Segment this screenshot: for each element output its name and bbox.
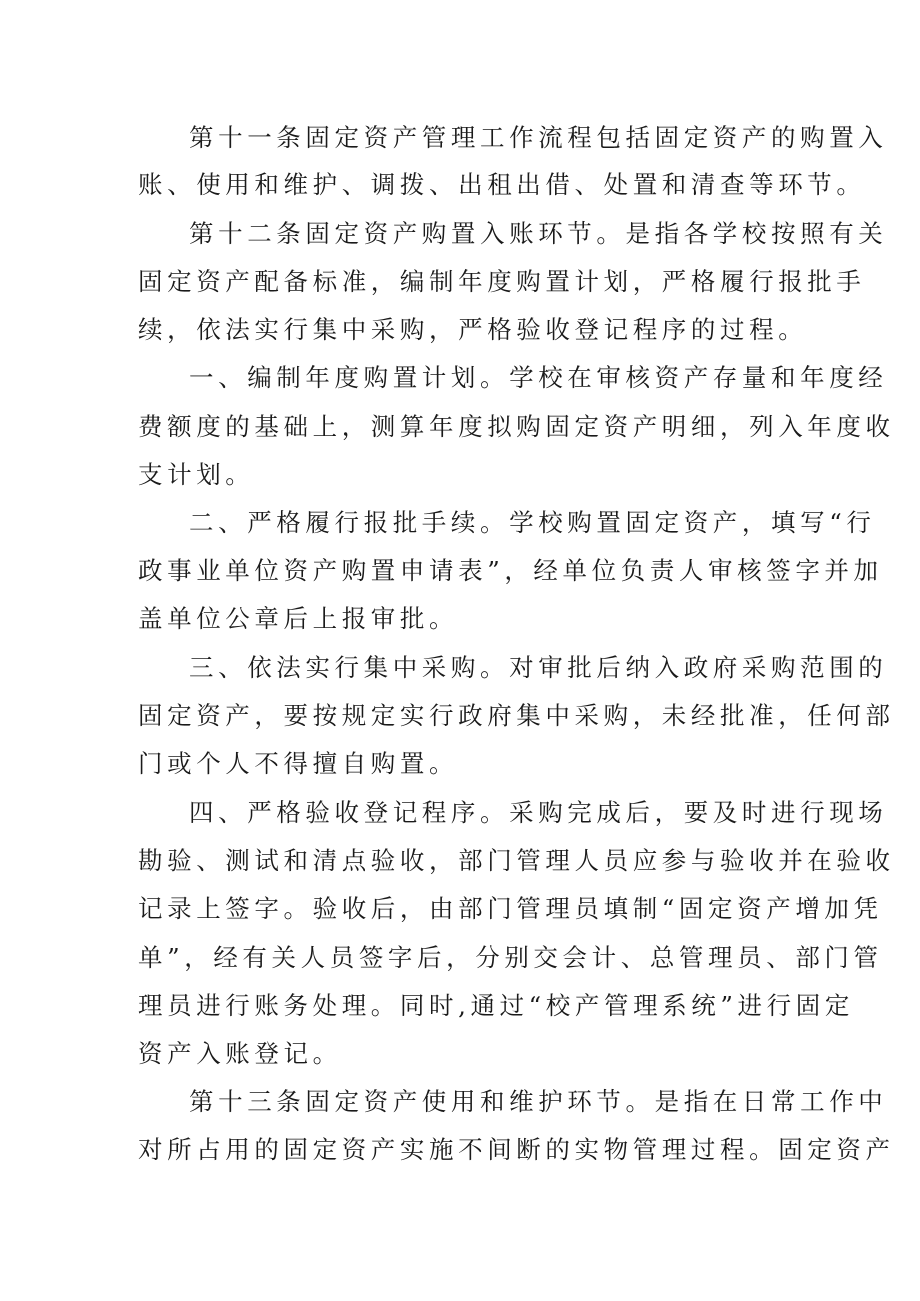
paragraph-line: 固定资产，要按规定实行政府集中采购，未经批准，任何部 — [138, 701, 895, 730]
paragraph-line: 四、严格验收登记程序。采购完成后，要及时进行现场 — [189, 798, 888, 827]
paragraph-line: 第十二条固定资产购置入账环节。是指各学校按照有关 — [189, 219, 888, 248]
paragraph-line: 第十三条固定资产使用和维护环节。是指在日常工作中 — [189, 1087, 888, 1116]
paragraph-line: 费额度的基础上，测算年度拟购固定资产明细，列入年度收 — [138, 412, 895, 441]
paragraph-line: 记录上签字。验收后，由部门管理员填制“固定资产增加凭 — [138, 894, 883, 923]
paragraph-line: 理员进行账务处理。同时,通过“校产管理系统”进行固定 — [138, 991, 854, 1020]
paragraph-line: 单”，经有关人员签字后，分别交会计、总管理员、部门管 — [138, 943, 883, 972]
paragraph-line: 二、严格履行报批手续。学校购置固定资产，填写“行 — [189, 508, 876, 537]
paragraph-line: 盖单位公章后上报审批。 — [138, 604, 459, 633]
paragraph-line: 固定资产配备标准，编制年度购置计划，严格履行报批手 — [138, 267, 866, 296]
paragraph-line: 三、依法实行集中采购。对审批后纳入政府采购范围的 — [189, 653, 888, 682]
paragraph-line: 一、编制年度购置计划。学校在审核资产存量和年度经 — [189, 363, 888, 392]
paragraph-line: 政事业单位资产购置申请表”，经单位负责人审核签字并加 — [138, 556, 883, 585]
paragraph-line: 对所占用的固定资产实施不间断的实物管理过程。固定资产 — [138, 1135, 895, 1164]
paragraph-line: 账、使用和维护、调拨、出租出借、处置和清查等环节。 — [138, 170, 866, 199]
paragraph-line: 支计划。 — [138, 460, 255, 489]
paragraph-line: 第十一条固定资产管理工作流程包括固定资产的购置入 — [189, 123, 888, 152]
paragraph-line: 勘验、测试和清点验收，部门管理人员应参与验收并在验收 — [138, 846, 895, 875]
paragraph-line: 资产入账登记。 — [138, 1039, 342, 1068]
paragraph-line: 门或个人不得擅自购置。 — [138, 749, 459, 778]
paragraph-line: 续，依法实行集中采购，严格验收登记程序的过程。 — [138, 315, 808, 344]
